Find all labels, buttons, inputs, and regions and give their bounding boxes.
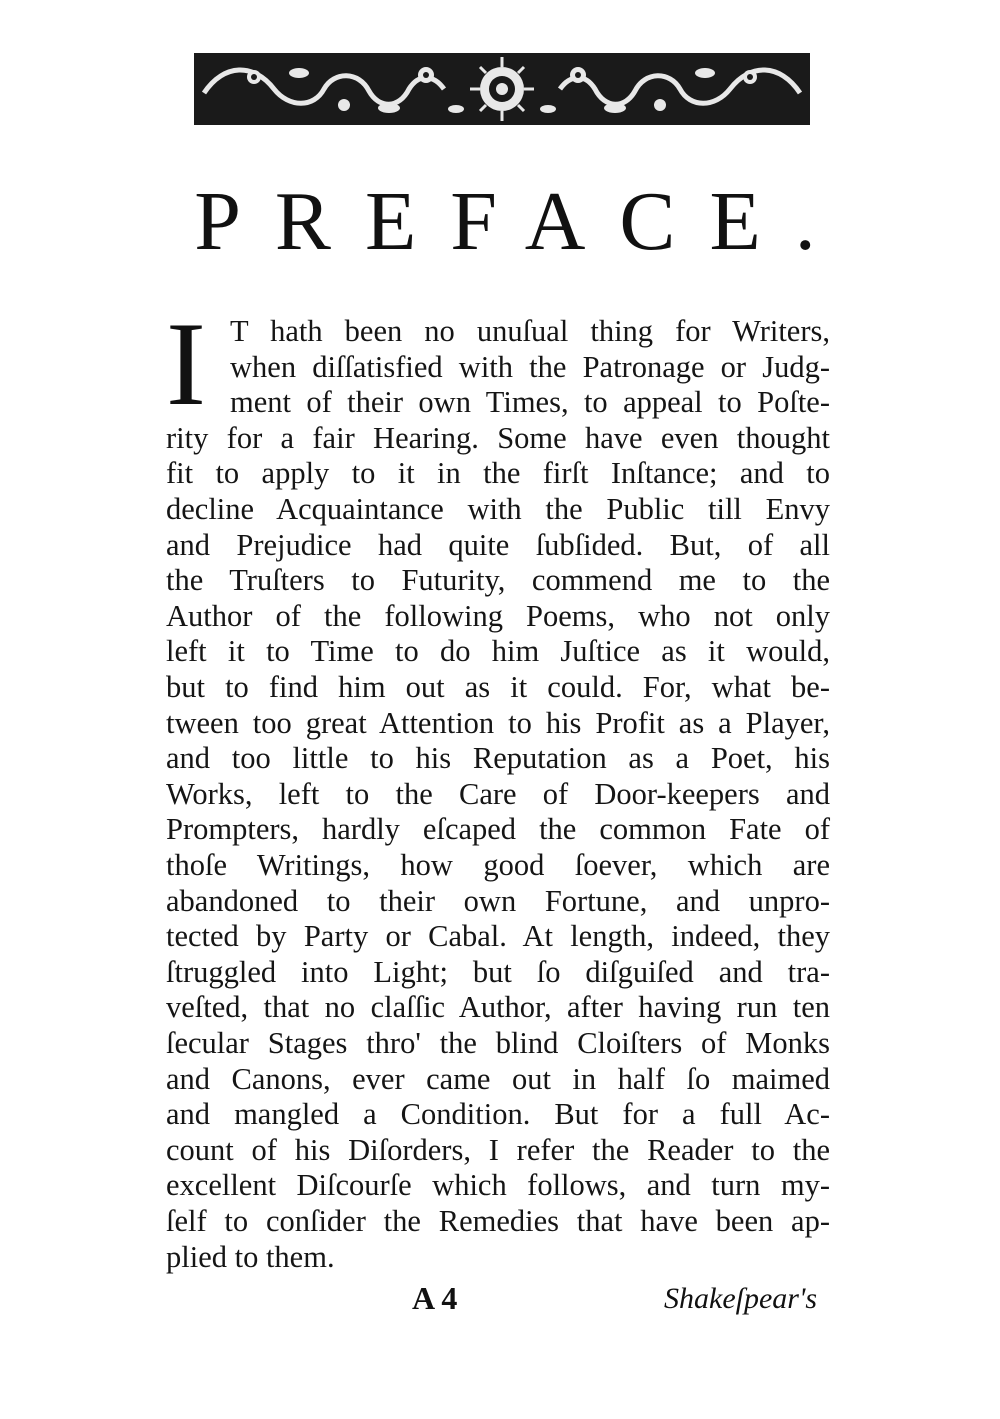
catchword: Shakeſpear's [664,1282,818,1315]
text-line: decline Acquaintance with the Public till Envy [166,492,830,526]
text-line: and too little to his Reputation as a Poet, his [166,741,830,776]
text-line: the Truſters to Futurity, commend me to the [166,563,830,598]
text-line: and Canons, ever came out in half ſo maimed [166,1061,830,1096]
text-line: abandoned to their own Fortune, and unpro- [166,883,830,918]
text-line: but to find him out as it could. For, what be- [166,670,830,704]
text-line: ſecular Stages thro' the blind Cloiſters of Monks [166,1026,830,1060]
signature-mark: A 4 [412,1280,458,1316]
text-line: fit to apply to it in the firſt Inſtance; and to [166,456,830,491]
text-line: tween too great Attention to his Profit as a Player, [166,705,830,740]
text-line: left it to Time to do him Juſtice as it would, [166,634,830,669]
floral-headpiece-ornament [194,53,810,125]
text-line: when diſſatisfied with the Patronage or Judg- [230,349,830,384]
text-line: veſted, that no claſſic Author, after having run ten [166,990,830,1025]
text-line: excellent Diſcourſe which follows, and turn my- [166,1168,830,1203]
text-line: ſtruggled into Light; but ſo diſguiſed and tra- [166,954,830,989]
text-line: count of his Diſorders, I refer the Reader to the [166,1132,830,1167]
text-line: tected by Party or Cabal. At length, indeed, they [166,919,830,954]
text-line: ſelf to conſider the Remedies that have been ap- [166,1204,830,1238]
drop-cap: I [166,297,206,430]
text-line: rity for a fair Hearing. Some have even thought [166,420,830,455]
text-line: thoſe Writings, how good ſoever, which are [166,848,830,882]
text-line: Author of the following Poems, who not only [166,598,830,633]
text-line: and mangled a Condition. But for a full Ac- [166,1097,830,1132]
text-line: and Prejudice had quite ſubſided. But, of all [166,527,830,562]
text-line: T hath been no unuſual thing for Writers, [230,314,830,348]
page-title: PREFACE. [194,175,850,268]
text-line: plied to them. [166,1239,335,1274]
text-line: Prompters, hardly eſcaped the common Fate of [166,812,830,847]
text-line: Works, left to the Care of Door-keepers and [166,776,830,811]
text-line: ment of their own Times, to appeal to Poſte- [230,385,830,420]
